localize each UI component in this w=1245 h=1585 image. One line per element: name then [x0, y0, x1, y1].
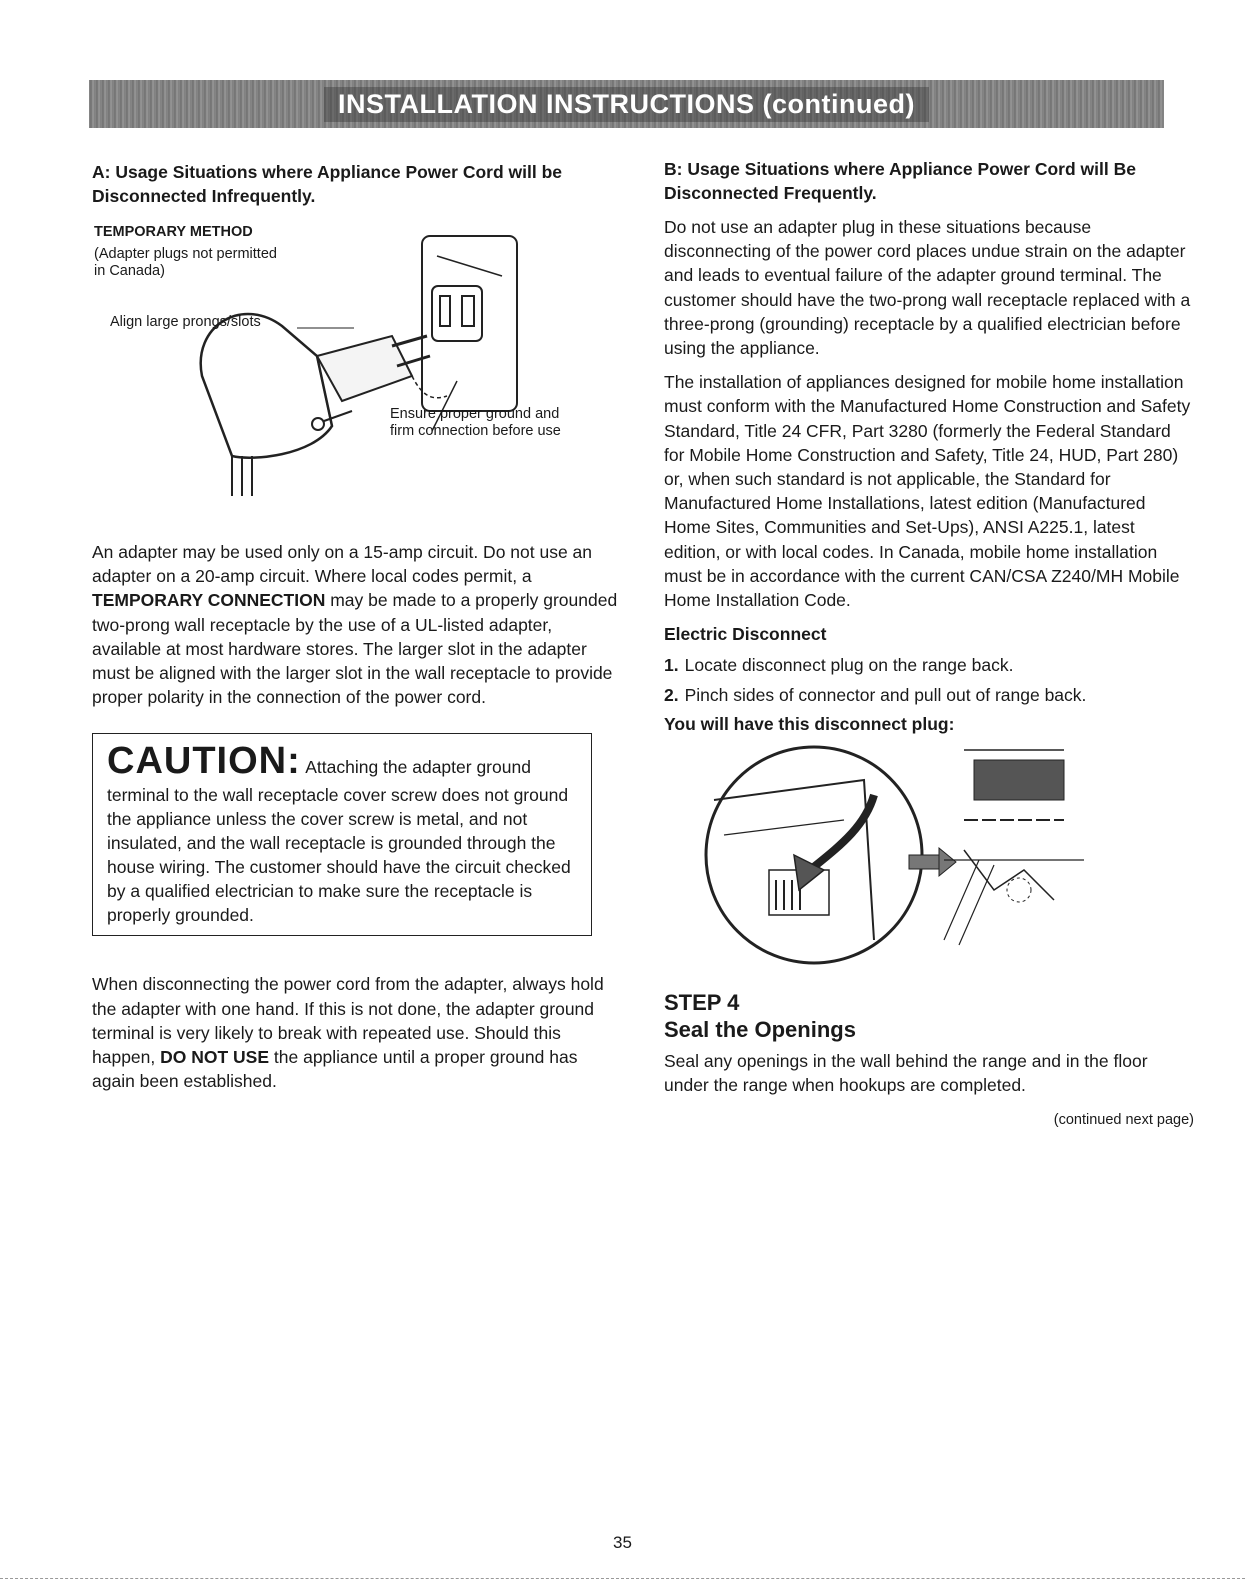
electric-disconnect-heading: Electric Disconnect	[664, 624, 827, 645]
step-text: Pinch sides of connector and pull out of range back.	[684, 685, 1087, 706]
adapter-usage-text-cont: may be made to a properly grounded two-prong wall receptacle by the use of a UL-listed adapter, available at most hardware stores. The larger slot in the adapter must be aligned with the larger slot in the wall receptacle to provide proper polarity in the connection of the power cord.	[92, 590, 618, 708]
temporary-method-title: TEMPORARY METHOD	[94, 224, 253, 240]
step4-title: Seal the Openings	[664, 1017, 856, 1043]
banner-title: INSTALLATION INSTRUCTIONS (continued)	[324, 87, 929, 122]
ensure-ground-label: Ensure proper ground and firm connection before use	[390, 406, 561, 439]
left-column	[92, 160, 622, 1093]
disconnect-plug-illustration	[694, 740, 1094, 970]
adapter-figure	[92, 216, 622, 516]
page-number: 35	[613, 1533, 632, 1552]
disconnect-adapter-text: When disconnecting the power cord from the adapter, always hold the adapter with one hand. If this is not done, the adapter ground terminal is very likely to break with repeated use. Should this happen,	[92, 974, 604, 1068]
align-prongs-label: Align large prongs/slots	[110, 314, 261, 330]
section-banner	[89, 80, 1164, 128]
caution-box	[92, 733, 592, 936]
step-text: Locate disconnect plug on the range back.	[684, 655, 1014, 676]
caution-word: CAUTION:	[107, 740, 301, 783]
do-not-use-bold: DO NOT USE	[160, 1047, 270, 1068]
caution-lead: Attaching the adapter ground	[305, 757, 531, 778]
seal-openings-text: Seal any openings in the wall behind the range and in the floor under the range when hookups are completed.	[664, 1051, 1148, 1096]
adapter-canada-note: (Adapter plugs not permitted in Canada)	[94, 246, 277, 279]
step-number: 2.	[664, 685, 679, 706]
mobile-home-paragraph: The installation of appliances designed for mobile home installation must conform with the Manufactured Home Construction and Safety Standard, Title 24 CFR, Part 3280 (formerly the Federal Standard for Mobile Home Construction and Safety, Title 24, HUD, Part 280) or, when such standard is not applicable, the Standard for Manufactured Home Installations, latest edition (Manufactured Home Sites, Communities and Set-Ups), ANSI A225.1, latest edition, or with local codes. In Canada, mobile home installation must be in accordance with the current CAN/CSA Z240/MH Mobile Home Installation Code.	[664, 372, 1191, 611]
bottom-rule	[0, 1578, 1245, 1579]
disconnect-adapter-paragraph	[92, 972, 622, 1093]
caution-text: terminal to the wall receptacle cover screw does not ground the appliance unless the cover screw is metal, and not insulated, and the wall receptacle is grounded through the house wiring. The customer should have the circuit checked by a qualified electrician to make sure the receptacle is properly grounded.	[107, 785, 571, 926]
list-item	[664, 682, 1194, 708]
step4-number: STEP 4	[664, 990, 740, 1016]
adapter-usage-text: An adapter may be used only on a 15-amp circuit. Do not use an adapter on a 20-amp circuit. Where local codes permit, a	[92, 542, 593, 587]
section-a-heading: A: Usage Situations where Appliance Power Cord will be Disconnected Infrequently.	[92, 162, 562, 206]
disconnect-adapter-text-cont: the appliance until a proper ground has again been established.	[92, 1047, 578, 1092]
temporary-connection-bold: TEMPORARY CONNECTION	[92, 590, 326, 611]
step-number: 1.	[664, 655, 679, 676]
frequent-disconnect-paragraph: Do not use an adapter plug in these situations because disconnecting of the power cord places undue strain on the adapter and leads to eventual failure of the adapter ground terminal. The customer should have the two-prong wall receptacle replaced with a three-prong (grounding) receptacle by a qualified electrician before using the appliance.	[664, 217, 1191, 359]
section-b-heading: B: Usage Situations where Appliance Power Cord will Be Disconnected Frequently.	[664, 159, 1136, 203]
disconnect-plug-heading: You will have this disconnect plug:	[664, 714, 955, 735]
list-item	[664, 652, 1194, 678]
disconnect-steps-list	[664, 652, 1194, 708]
adapter-usage-paragraph	[92, 540, 622, 709]
right-column	[664, 157, 1194, 1128]
continued-next-page: (continued next page)	[1053, 1111, 1194, 1128]
